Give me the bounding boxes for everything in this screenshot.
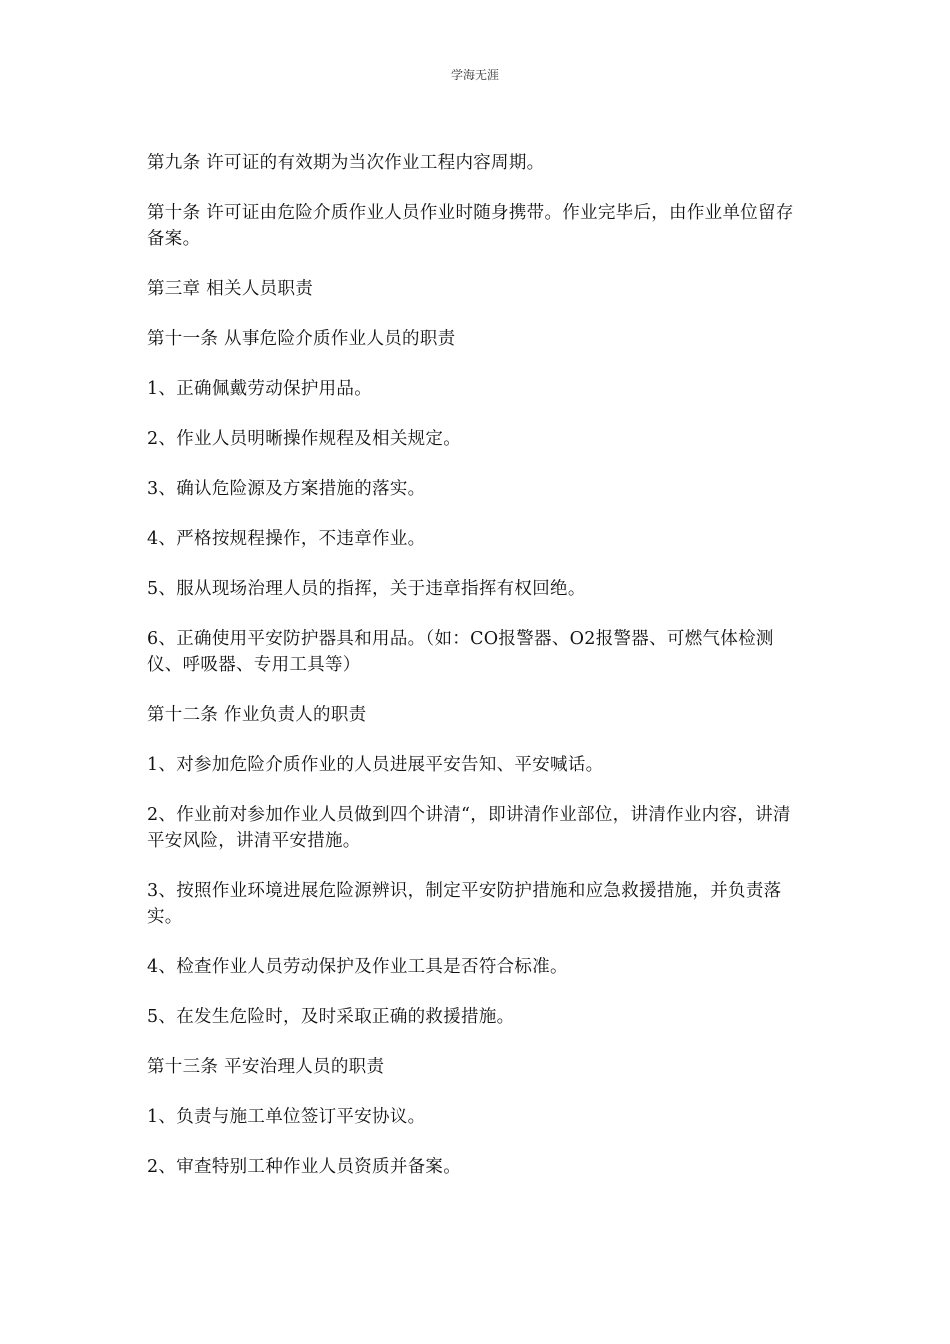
list-item: 5、服从现场治理人员的指挥，关于违章指挥有权回绝。 — [147, 579, 586, 599]
list-item: 5、在发生危险时，及时采取正确的救援措施。 — [147, 1007, 515, 1027]
list-item: 1、对参加危险介质作业的人员进展平安告知、平安喊话。 — [147, 755, 604, 775]
list-item: 1、正确佩戴劳动保护用品。 — [147, 379, 373, 399]
paragraph-article-10: 第十条 许可证由危险介质作业人员作业时随身携带。作业完毕后，由作业单位留存备案。 — [147, 203, 794, 249]
paragraph-article-13: 第十三条 平安治理人员的职责 — [147, 1057, 385, 1077]
paragraph-article-12: 第十二条 作业负责人的职责 — [147, 705, 367, 725]
list-item: 2、作业人员明晰操作规程及相关规定。 — [147, 429, 462, 449]
list-item: 2、审查特别工种作业人员资质并备案。 — [147, 1157, 462, 1177]
list-item: 1、负责与施工单位签订平安协议。 — [147, 1107, 426, 1127]
chapter-heading: 第三章 相关人员职责 — [147, 279, 314, 299]
list-item: 4、检查作业人员劳动保护及作业工具是否符合标准。 — [147, 957, 568, 977]
list-item: 2、作业前对参加作业人员做到四个讲清“，即讲清作业部位，讲清作业内容，讲清平安风险，讲清平安措施。 — [147, 805, 791, 851]
page-header: 学海无涯 — [450, 68, 499, 82]
document-body — [147, 150, 807, 1204]
paragraph-article-9: 第九条 许可证的有效期为当次作业工程内容周期。 — [147, 153, 545, 173]
list-item: 3、确认危险源及方案措施的落实。 — [147, 479, 426, 499]
list-item: 4、严格按规程操作，不违章作业。 — [147, 529, 426, 549]
paragraph-article-11: 第十一条 从事危险介质作业人员的职责 — [147, 329, 456, 349]
list-item: 3、按照作业环境进展危险源辨识，制定平安防护措施和应急救援措施，并负责落实。 — [147, 881, 782, 927]
list-item: 6、正确使用平安防护器具和用品。（如：CO报警器、O2报警器、可燃气体检测仪、呼吸器、专用工具等） — [147, 629, 774, 675]
